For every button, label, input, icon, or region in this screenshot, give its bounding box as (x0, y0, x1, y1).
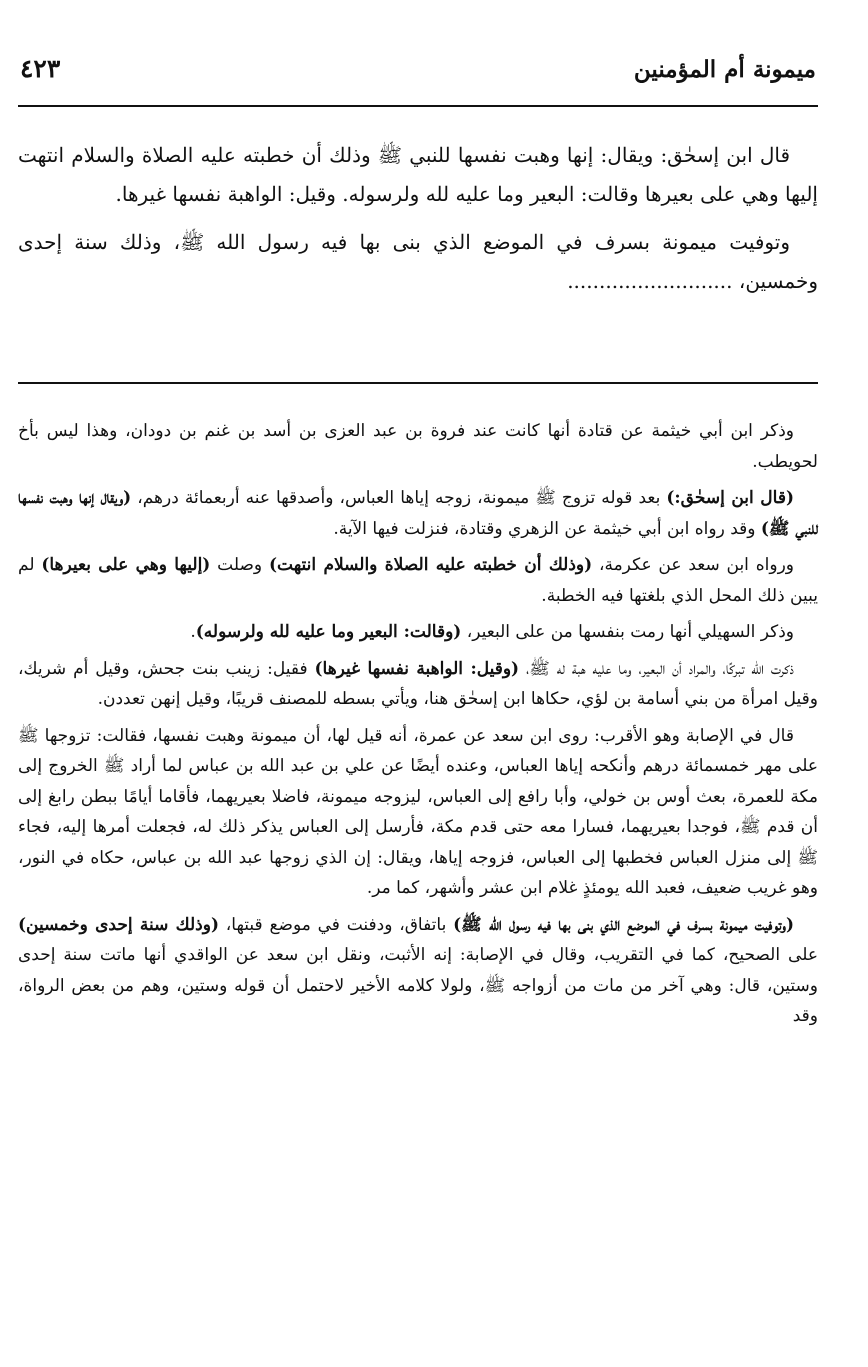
commentary-text: وقد رواه ابن أبي خيثمة عن الزهري وقتادة، فنزلت فيها الآية. (333, 518, 761, 539)
page-header (18, 50, 818, 90)
quoted-lemma: (وذلك سنة إحدى وخمسين) (18, 914, 220, 935)
commentary-text: فقيل: زينب بنت جحش، وقيل أم شريك، وقيل امرأة من بني أسامة بن لؤي، حكاها ابن إسحٰق هنا، ويأتي بسطه للمصنف قريبًا، وقيل إنهن تعددن. (18, 658, 818, 709)
commentary-text: بعد قوله تزوج ﷺ ميمونة، زوجه إياها العباس، وأصدقها عنه أربعمائة درهم، (131, 488, 667, 508)
quoted-lemma: (وذلك أن خطبته عليه الصلاة والسلام انتهت) (268, 555, 593, 575)
main-text (18, 136, 818, 310)
running-title: ميمونة أم المؤمنين (633, 56, 816, 83)
commentary-paragraph-5 (18, 654, 818, 715)
commentary-text: ذكرت الله تبركًا، والمراد أن البعير، وما عليه هبة له ﷺ، (519, 658, 794, 679)
commentary-paragraph-4 (18, 617, 818, 648)
commentary-paragraph-7 (18, 910, 818, 1032)
commentary-text: لم يبين ذلك المحل الذي بلغتها فيه الخطبة. (18, 555, 818, 606)
ellipsis-dots: .......................... (567, 269, 733, 293)
quoted-lemma: (إليها وهي على بعيرها) (41, 555, 211, 575)
quoted-lemma: (ويقال إنها وهبت نفسها للنبي ﷺ) (18, 488, 818, 539)
commentary-paragraph-3 (18, 550, 818, 611)
header-rule (18, 105, 818, 107)
main-paragraph-2-text: وتوفيت ميمونة بسرف في الموضع الذي بنى بها فيه رسول الله ﷺ، وذلك سنة إحدى وخمسين، (18, 230, 818, 293)
commentary-text: . (190, 622, 196, 642)
quoted-lemma: (وقالت: البعير وما عليه لله ولرسوله) (195, 622, 462, 642)
commentary-text: وذكر السهيلي أنها رمت بنفسها من على البعير، (461, 622, 794, 642)
book-page (18, 0, 818, 1367)
commentary-text: وصلت (210, 555, 269, 575)
commentary-paragraph-6: قال في الإصابة وهو الأقرب: روى ابن سعد عن عمرة، أنه قيل لها، أن ميمونة وهبت نفسها، فقالت: تزوجها ﷺ على مهر خمسمائة درهم وأنكحه إياها العباس، وعنده أيضًا عن علي بن عبد الله بن عباس لما أراد ﷺ الخروج إلى مكة للعمرة، بعث أوس بن خولي، وأبا رافع إلى العباس، ليزوجه ميمونة، فاضلا بعيريهما، فأقاما أيامًا ببطن رابغ إلى أن قدم ﷺ، فوجدا بعيريهما، فسارا معه حتى قدم مكة، فأرسل إلى العباس يذكر ذلك له، فجعلت أمرها إليه، فجاء ﷺ إلى منزل العباس فخطبها إلى العباس، فزوجه إياها، ويقال: إن الذي زوجها عبد الله بن عباس، حكاه في النور، وهو غريب ضعيف، فعبد الله يومئذٍ غلام ابن عشر وأشهر، كما مر. (18, 725, 818, 898)
commentary-text: باتفاق، ودفنت في موضع قبتها، (219, 914, 454, 935)
quoted-lemma: (قال ابن إسحٰق:) (666, 488, 795, 508)
quoted-lemma: (وتوفيت ميمونة بسرف في الموضع الذي بنى بها فيه رسول الله ﷺ) (453, 914, 794, 935)
page-number: ٤٢٣ (20, 54, 61, 83)
quoted-lemma: (وقيل: الواهبة نفسها غيرها) (314, 658, 520, 679)
footnote-separator (18, 382, 818, 384)
commentary-text: ورواه ابن سعد عن عكرمة، (592, 555, 794, 575)
commentary (18, 416, 818, 1038)
main-paragraph-1: قال ابن إسحٰق: ويقال: إنها وهبت نفسها للنبي ﷺ وذلك أن خطبته عليه الصلاة والسلام انتهت إليها وهي على بعيرها وقالت: البعير وما عليه لله ولرسوله. وقيل: الواهبة نفسها غيرها. (18, 143, 818, 206)
commentary-paragraph-1: وذكر ابن أبي خيثمة عن قتادة أنها كانت عند فروة بن عبد العزى بن أسد بن غنم بن دودان، وهذا ليس بأخ لحويطب. (18, 421, 818, 472)
main-paragraph-2 (18, 223, 818, 301)
commentary-paragraph-2 (18, 483, 818, 544)
commentary-text: على الصحيح، كما في التقريب، وقال في الإصابة: إنه الأثبت، ونقل ابن سعد عن الواقدي أنها ماتت سنة إحدى وستين، قال: وهي آخر من مات من أزواجه ﷺ، ولولا كلامه الأخير لاحتمل أن قوله وستين، وهم من بعض الرواة، وقد (18, 945, 818, 1026)
